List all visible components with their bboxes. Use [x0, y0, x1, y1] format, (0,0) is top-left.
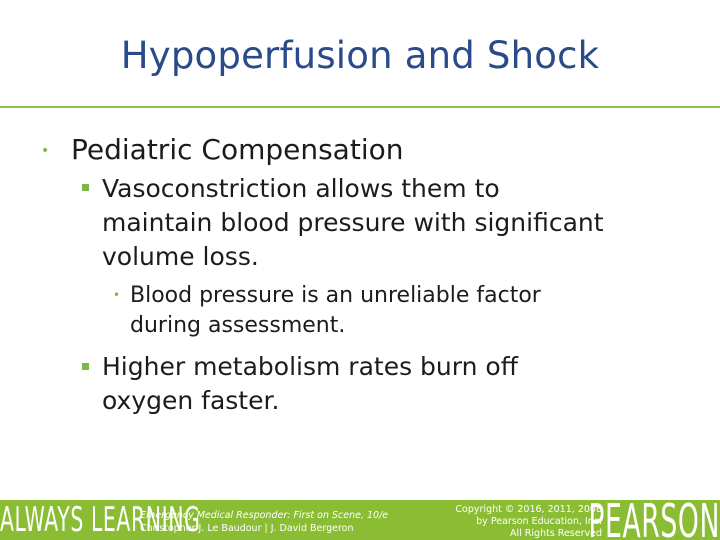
slide-title: Hypoperfusion and Shock	[120, 34, 600, 77]
bullet-dot-icon: •	[41, 143, 50, 159]
copyright-line2: by Pearson Education, Inc.	[476, 516, 602, 527]
sub-bullet-blood-pressure-line2: during assessment.	[130, 313, 346, 338]
footer-book-credit	[140, 509, 388, 535]
footer-book-title: Emergency Medical Responder: First on Scene, 10/e	[140, 510, 389, 521]
bullet-vasoconstriction-line2: maintain blood pressure with significant	[102, 208, 604, 237]
bullet-vasoconstriction-line1: Vasoconstriction allows them to	[102, 174, 500, 203]
sub-bullet-blood-pressure-line1: Blood pressure is an unreliable factor	[130, 283, 541, 308]
copyright-line3: All Rights Reserved	[510, 528, 602, 539]
square-bullet-icon	[82, 184, 89, 191]
footer-book-authors: Christopher J. Le Baudour | J. David Bergeron	[140, 523, 354, 534]
footer-bar	[0, 500, 720, 540]
footer-copyright	[455, 504, 602, 540]
pearson-logo: PEARSON	[588, 500, 720, 540]
bullet-vasoconstriction-line3: volume loss.	[102, 242, 259, 271]
copyright-line1: Copyright © 2016, 2011, 2008	[455, 504, 602, 515]
bullet-metabolism-line2: oxygen faster.	[102, 386, 280, 415]
bullet-metabolism-line1: Higher metabolism rates burn off	[102, 352, 518, 381]
square-bullet-icon	[82, 363, 89, 370]
footer-tagline: ALWAYS LEARNING	[0, 500, 201, 540]
bullet-level1-pediatric-compensation: Pediatric Compensation	[71, 133, 404, 166]
title-divider	[0, 106, 720, 108]
sub-bullet-dot-icon: •	[113, 288, 121, 302]
